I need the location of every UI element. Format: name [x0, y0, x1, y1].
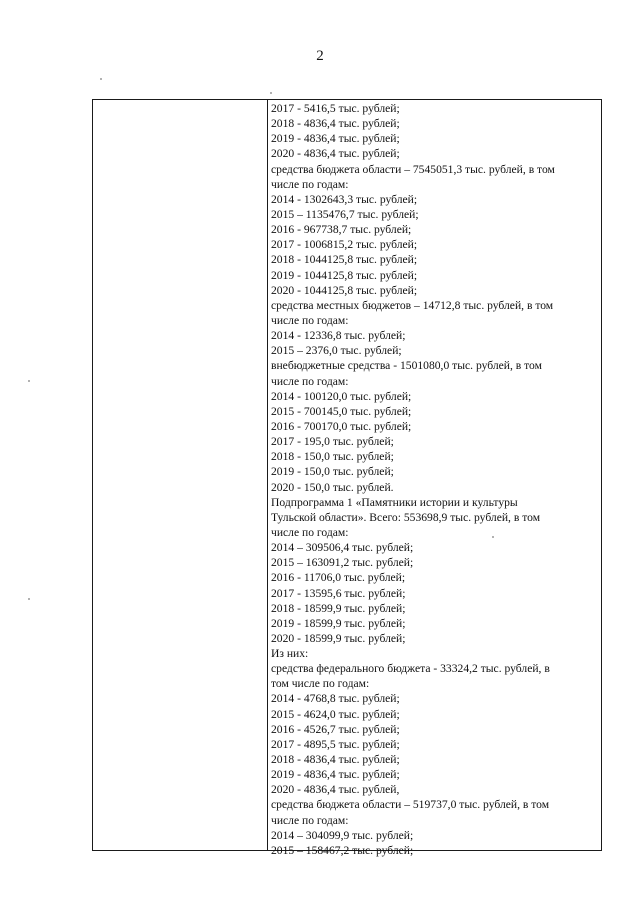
financing-line: 2017 - 5416,5 тыс. рублей;	[271, 102, 400, 115]
financing-line: 2017 - 195,0 тыс. рублей;	[271, 435, 394, 449]
financing-line: 2014 - 4768,8 тыс. рублей;	[271, 692, 400, 706]
financing-line: 2018 - 4836,4 тыс. рублей;	[271, 117, 400, 131]
financing-line: 2016 - 967738,7 тыс. рублей;	[271, 223, 412, 237]
financing-line: 2018 - 18599,9 тыс. рублей;	[271, 601, 406, 615]
financing-line: 2014 – 309506,4 тыс. рублей;	[271, 541, 414, 555]
program-table	[92, 99, 602, 857]
financing-line: числе по годам:	[271, 177, 349, 191]
page-number: 2	[316, 48, 324, 64]
financing-line: 2015 - 700145,0 тыс. рублей;	[271, 404, 412, 418]
scan-speck	[100, 78, 102, 80]
financing-cell	[271, 101, 599, 858]
financing-line: 2020 - 1044125,8 тыс. рублей;	[271, 283, 418, 297]
financing-line: 2014 - 12336,8 тыс. рублей;	[271, 329, 406, 343]
financing-line: 2018 - 4836,4 тыс. рублей;	[271, 753, 400, 767]
financing-line: 2014 - 100120,0 тыс. рублей;	[271, 389, 412, 403]
scan-speck	[28, 598, 30, 600]
scan-speck	[492, 536, 494, 538]
financing-line: том числе по годам:	[271, 677, 370, 691]
financing-line: числе по годам:	[271, 313, 349, 327]
financing-line: Подпрограмма 1 «Памятники истории и культуры	[271, 495, 518, 509]
financing-line: 2014 - 1302643,3 тыс. рублей;	[271, 192, 418, 206]
financing-line: 2015 - 4624,0 тыс. рублей;	[271, 707, 400, 721]
financing-line: 2015 – 2376,0 тыс. рублей;	[271, 344, 402, 358]
financing-line: 2017 - 4895,5 тыс. рублей;	[271, 737, 400, 751]
financing-line: средства федерального бюджета - 33324,2 тыс. рублей, в	[271, 662, 550, 676]
financing-line: Из них:	[271, 647, 309, 661]
financing-line: 2016 - 11706,0 тыс. рублей;	[271, 571, 406, 585]
financing-line: 2017 - 1006815,2 тыс. рублей;	[271, 238, 418, 252]
financing-line: 2018 - 150,0 тыс. рублей;	[271, 450, 394, 464]
financing-line: числе по годам:	[271, 813, 349, 827]
financing-line: Тульской области». Всего: 553698,9 тыс. рублей, в том	[271, 510, 541, 524]
financing-line: 2018 - 1044125,8 тыс. рублей;	[271, 253, 418, 267]
financing-line: числе по годам:	[271, 525, 349, 539]
scan-speck	[270, 92, 272, 94]
financing-line: средства бюджета области – 7545051,3 тыс. рублей, в том	[271, 162, 555, 176]
financing-line: 2016 - 700170,0 тыс. рублей;	[271, 419, 412, 433]
financing-line: 2015 – 1135476,7 тыс. рублей;	[271, 207, 419, 221]
financing-line: числе по годам:	[271, 374, 349, 388]
column-divider	[267, 100, 268, 850]
financing-line: 2015 – 158467,2 тыс. рублей;	[271, 843, 414, 857]
financing-line: средства бюджета области – 519737,0 тыс. рублей, в том	[271, 798, 550, 812]
financing-line: 2020 - 4836,4 тыс. рублей,	[271, 783, 400, 797]
financing-line: 2015 – 163091,2 тыс. рублей;	[271, 556, 414, 570]
scan-speck	[28, 380, 30, 382]
financing-line: 2014 – 304099,9 тыс. рублей;	[271, 828, 414, 842]
financing-line: 2020 - 18599,9 тыс. рублей;	[271, 631, 406, 645]
financing-line: средства местных бюджетов – 14712,8 тыс. рублей, в том	[271, 298, 554, 312]
financing-line: 2019 - 150,0 тыс. рублей;	[271, 465, 394, 479]
financing-line: 2020 - 4836,4 тыс. рублей;	[271, 147, 400, 161]
financing-line: 2019 - 4836,4 тыс. рублей;	[271, 132, 400, 146]
financing-line: 2019 - 18599,9 тыс. рублей;	[271, 616, 406, 630]
financing-line: внебюджетные средства - 1501080,0 тыс. рублей, в том	[271, 359, 542, 373]
financing-line: 2016 - 4526,7 тыс. рублей;	[271, 722, 400, 736]
financing-line: 2019 - 4836,4 тыс. рублей;	[271, 768, 400, 782]
financing-line: 2019 - 1044125,8 тыс. рублей;	[271, 268, 418, 282]
financing-line: 2020 - 150,0 тыс. рублей.	[271, 480, 394, 494]
financing-line: 2017 - 13595,6 тыс. рублей;	[271, 586, 406, 600]
